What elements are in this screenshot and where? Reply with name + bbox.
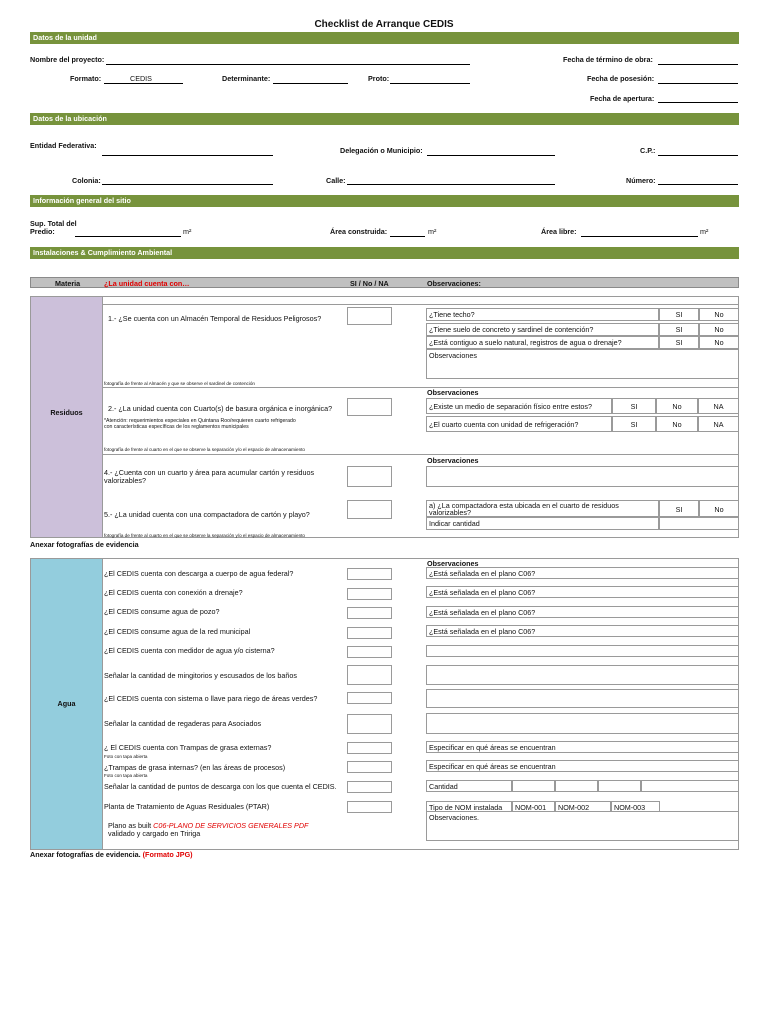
residuos-q4-obs[interactable] — [426, 466, 739, 487]
residuos-q2-att1: *Atención: requerimientos especiales en Quintana Roo/requieren cuarto refrigerado — [104, 418, 296, 424]
residuos-q2-note: fotografía de frente al cuarto en el que se observe la separación y/o el espacio de almacenamiento — [104, 447, 305, 452]
residuos-q2-o1: ¿Existe un medio de separación físico entre estos? — [426, 398, 612, 414]
agua-q1-obs[interactable]: ¿Está señalada en el plano C06? — [426, 567, 739, 579]
residuos-q1: 1.- ¿Se cuenta con un Almacén Temporal de Residuos Peligrosos? — [108, 314, 322, 323]
section-unidad: Datos de la unidad — [30, 32, 739, 44]
construida-label: Área construida: — [330, 227, 388, 236]
apertura-field[interactable] — [658, 102, 738, 103]
residuos-q1-answer[interactable] — [347, 307, 392, 325]
residuos-q5-cantidad[interactable] — [659, 517, 739, 530]
residuos-q5-note: fotografía de frente al cuarto en el que se observe la separación y/o el espacio de almacenamiento — [104, 533, 305, 538]
agua-q5-answer[interactable] — [347, 646, 392, 658]
agua-q9: ¿ El CEDIS cuenta con Trampas de grasa externas? — [104, 743, 272, 752]
agua-q8: Señalar la cantidad de regaderas para Asociados — [104, 719, 262, 728]
agua-q5: ¿El CEDIS cuenta con medidor de agua y/o cisterna? — [104, 646, 275, 655]
sup-label-2: Predio: — [30, 227, 55, 236]
residuos-q4-obs-label: Observaciones — [427, 456, 479, 465]
sup-unit: m² — [183, 227, 192, 236]
residuos-q1-obs[interactable]: Observaciones — [426, 349, 739, 379]
formato-field[interactable] — [104, 83, 183, 84]
agua-q12-answer[interactable] — [347, 801, 392, 813]
residuos-q2: 2.- ¿La unidad cuenta con Cuarto(s) de basura orgánica e inorgánica? — [108, 404, 333, 413]
agua-q1: ¿El CEDIS cuenta con descarga a cuerpo de agua federal? — [104, 569, 294, 578]
sup-field[interactable] — [75, 236, 181, 237]
header-obs: Observaciones: — [427, 279, 481, 288]
libre-label: Área libre: — [541, 227, 577, 236]
residuos-q4-line2: valorizables? — [104, 476, 146, 485]
agua-tipo-nom: Tipo de NOM instalada — [426, 801, 512, 812]
agua-q3-answer[interactable] — [347, 607, 392, 619]
agua-q11-cell-1[interactable] — [512, 780, 555, 792]
header-sino: SI / No / NA — [350, 279, 389, 288]
q2-o1-no[interactable]: No — [656, 398, 698, 414]
residuos-q2-att2: con características específicas de los reglamentos municipales — [104, 424, 249, 430]
agua-nom-003[interactable]: NOM-003 — [611, 801, 660, 812]
residuos-q4-line1: 4.- ¿Cuenta con un cuarto y área para acumular cartón y residuos — [104, 468, 315, 477]
residuos-title: Residuos — [50, 408, 83, 417]
agua-q10: ¿Trampas de grasa internas? (en las áreas de procesos) — [104, 763, 286, 772]
q1-o1-no[interactable]: No — [699, 308, 739, 321]
formato-value: CEDIS — [130, 74, 152, 83]
q2-o1-na[interactable]: NA — [698, 398, 739, 414]
header-unidad: ¿La unidad cuenta con… — [104, 279, 190, 288]
section-ubicacion: Datos de la ubicación — [30, 113, 739, 125]
termino-label: Fecha de término de obra: — [563, 55, 653, 64]
agua-obs-label: Observaciones — [427, 559, 479, 568]
agua-q6-obs[interactable] — [426, 665, 739, 685]
agua-q11-cell-4[interactable] — [641, 780, 739, 792]
sup-label-1: Sup. Total del — [30, 219, 77, 228]
agua-nom-001[interactable]: NOM-001 — [512, 801, 555, 812]
formato-label: Formato: — [70, 74, 102, 83]
agua-q2-answer[interactable] — [347, 588, 392, 600]
agua-q1-answer[interactable] — [347, 568, 392, 580]
residuos-q1-o2: ¿Tiene suelo de concreto y sardinel de contención? — [426, 323, 659, 336]
agua-q10-note: Foto con tapa abierta — [104, 773, 148, 778]
posesion-label: Fecha de posesión: — [587, 74, 655, 83]
agua-q6-answer[interactable] — [347, 665, 392, 685]
cp-label: C.P.: — [640, 146, 656, 155]
numero-label: Número: — [626, 176, 656, 185]
section-instalaciones: Instalaciones & Cumplimiento Ambiental — [30, 247, 739, 259]
agua-q12-obs[interactable]: Observaciones. — [426, 811, 739, 841]
q1-o1-si[interactable]: SI — [659, 308, 699, 321]
q5-o1-line1: a) ¿La compactadora esta ubicada en el cuarto de residuos — [429, 501, 619, 510]
colonia-field[interactable] — [102, 184, 273, 185]
nombre-label: Nombre del proyecto: — [30, 55, 105, 64]
agua-q4: ¿El CEDIS consume agua de la red municipal — [104, 627, 251, 636]
agua-q2-obs[interactable]: ¿Está señalada en el plano C06? — [426, 586, 739, 598]
agua-q11-cell-2[interactable] — [555, 780, 598, 792]
agua-plano-red[interactable]: C06-PLANO DE SERVICIOS GENERALES PDF — [153, 821, 309, 830]
agua-q3: ¿El CEDIS consume agua de pozo? — [104, 607, 220, 616]
agua-q10-answer[interactable] — [347, 761, 392, 773]
agua-q2: ¿El CEDIS cuenta con conexión a drenaje? — [104, 588, 243, 597]
residuos-q1-o1: ¿Tiene techo? — [426, 308, 659, 321]
libre-unit: m² — [700, 227, 709, 236]
residuos-q2-answer[interactable] — [347, 398, 392, 416]
apertura-label: Fecha de apertura: — [590, 94, 655, 103]
agua-q10-obs[interactable]: Especificar en qué áreas se encuentran — [426, 760, 739, 772]
entidad-label: Entidad Federativa: — [30, 141, 97, 150]
delegacion-label: Delegación o Municipio: — [340, 146, 423, 155]
agua-q9-note: Foto con tapa abierta — [104, 754, 148, 759]
agua-q7: ¿El CEDIS cuenta con sistema o llave para riego de áreas verdes? — [104, 694, 318, 703]
libre-field[interactable] — [581, 236, 698, 237]
posesion-field[interactable] — [658, 83, 738, 84]
q2-o1-si[interactable]: SI — [612, 398, 656, 414]
residuos-q2-o2: ¿El cuarto cuenta con unidad de refrigeración? — [426, 416, 612, 432]
agua-q11-answer[interactable] — [347, 781, 392, 793]
agua-title: Agua — [57, 699, 76, 708]
residuos-q2-obs-label: Observaciones — [427, 388, 479, 397]
agua-q11-cell-3[interactable] — [598, 780, 641, 792]
cp-field[interactable] — [658, 155, 738, 156]
entidad-field[interactable] — [102, 155, 273, 156]
calle-field[interactable] — [347, 184, 555, 185]
agua-plano-text: Plano as built — [108, 821, 152, 830]
residuos-q5-answer[interactable] — [347, 500, 392, 519]
residuos-q4-answer[interactable] — [347, 466, 392, 487]
agua-q4-obs[interactable]: ¿Está señalada en el plano C06? — [426, 625, 739, 637]
header-materia: Materia — [55, 279, 81, 288]
agua-q5-obs[interactable] — [426, 645, 739, 657]
agua-q7-answer[interactable] — [347, 692, 392, 704]
colonia-label: Colonia: — [72, 176, 101, 185]
delegacion-field[interactable] — [427, 155, 555, 156]
determinante-field[interactable] — [273, 83, 348, 84]
agua-q4-answer[interactable] — [347, 627, 392, 639]
agua-q7-obs[interactable] — [426, 689, 739, 708]
q5-o1-si[interactable]: SI — [659, 500, 699, 517]
agua-q6: Señalar la cantidad de mingitorios y escusados de los baños — [104, 671, 297, 680]
residuos-anexar: Anexar fotografías de evidencia — [30, 540, 139, 549]
agua-anexar — [30, 850, 193, 859]
agua-anexar-formato: (Formato JPG) — [142, 850, 193, 859]
q2-o2-si[interactable]: SI — [612, 416, 656, 432]
agua-q9-obs[interactable]: Especificar en qué áreas se encuentran — [426, 741, 739, 753]
q5-o1-line2: valorizables? — [429, 508, 471, 517]
q1-o2-si[interactable]: SI — [659, 323, 699, 336]
residuos-q5: 5.- ¿La unidad cuenta con una compactadora de cartón y playo? — [104, 510, 310, 519]
q2-o2-no[interactable]: No — [656, 416, 698, 432]
nombre-field[interactable] — [106, 64, 470, 65]
construida-unit: m² — [428, 227, 437, 236]
q1-o2-no[interactable]: No — [699, 323, 739, 336]
residuos-q5-o1 — [426, 500, 659, 517]
section-sitio: Información general del sitio — [30, 195, 739, 207]
agua-q3-obs[interactable]: ¿Está señalada en el plano C06? — [426, 606, 739, 618]
agua-q11: Señalar la cantidad de puntos de descarga con los que cuenta el CEDIS. — [104, 782, 337, 791]
residuos-q1-note: fotografía de frente al Almacén y que se observe el sardinel de contención — [104, 381, 255, 386]
residuos-q1-o3: ¿Está contiguo a suelo natural, registros de agua o drenaje? — [426, 336, 659, 349]
residuos-column — [30, 296, 103, 538]
construida-field[interactable] — [390, 236, 425, 237]
agua-q9-answer[interactable] — [347, 742, 392, 754]
agua-q8-obs[interactable] — [426, 713, 739, 734]
q5-o1-no[interactable]: No — [699, 500, 739, 517]
page-title: Checklist de Arranque CEDIS — [314, 19, 454, 30]
proto-field[interactable] — [390, 83, 470, 84]
agua-q12: Planta de Tratamiento de Aguas Residuales (PTAR) — [104, 802, 270, 811]
residuos-q5-o2: Indicar cantidad — [426, 517, 659, 530]
determinante-label: Determinante: — [222, 74, 271, 83]
q1-o3-si[interactable]: SI — [659, 336, 699, 349]
q2-o2-na[interactable]: NA — [698, 416, 739, 432]
calle-label: Calle: — [326, 176, 346, 185]
agua-q11-cantidad: Cantidad — [426, 780, 512, 792]
q1-o3-no[interactable]: No — [699, 336, 739, 349]
agua-anexar-text: Anexar fotografías de evidencia. — [30, 850, 141, 859]
proto-label: Proto: — [368, 74, 390, 83]
termino-field[interactable] — [658, 64, 738, 65]
agua-plano-2: validado y cargado en Tririga — [108, 829, 201, 838]
agua-q8-answer[interactable] — [347, 714, 392, 734]
agua-nom-002[interactable]: NOM-002 — [555, 801, 611, 812]
numero-field[interactable] — [658, 184, 738, 185]
